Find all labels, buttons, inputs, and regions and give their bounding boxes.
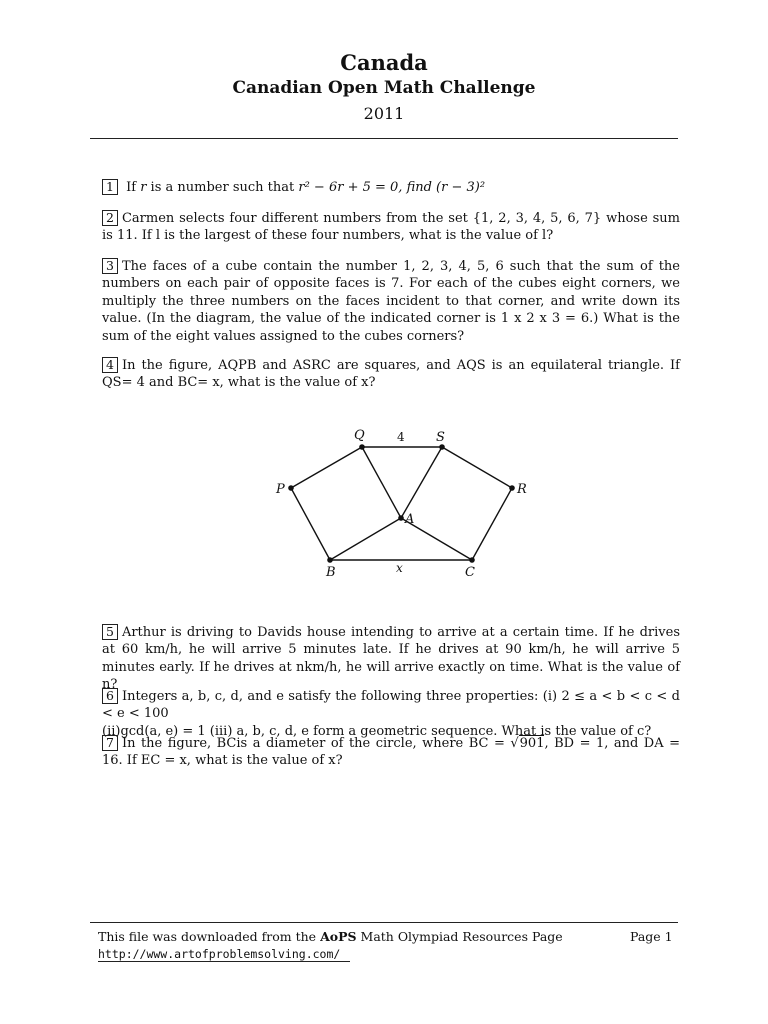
segment-qa [362,447,401,518]
problem-1 [102,179,680,196]
segment-qp [291,447,362,488]
geometry-figure [270,425,530,585]
problem-2-text: Carmen selects four different numbers from the set {1, 2, 3, 4, 5, 6, 7} whose sum is 11. If l is the largest of these four numbers, what is the value of l? [102,211,680,244]
problem-1-text-pre: If [126,180,137,195]
aops-link[interactable]: http://www.artofproblemsolving.com/ [98,947,350,962]
country-title: Canada [340,50,428,75]
problem-7-text-pre: In the figure, BCis a diameter of the circle, where BC = √ [121,736,519,751]
page-number: Page 1 [630,929,673,944]
segment-sr [442,447,512,488]
problem-6-text-a: Integers a, b, c, d, and e satisfy the following three properties: (i) 2 ≤ a < b < c < d < e < 100 [102,689,680,722]
point-q [359,444,365,450]
footer-rule [90,922,678,923]
label-b: B [326,565,336,580]
segment-rc [472,488,512,560]
problem-number: 7 [102,735,118,751]
problem-6 [102,688,680,740]
label-s: S [436,430,445,445]
problem-1-text-mid: is a number such that [150,180,295,195]
point-c [469,557,475,563]
label-x: x [396,561,403,575]
label-r: R [517,482,527,497]
problem-number: 6 [102,688,118,704]
point-p [288,485,294,491]
problem-1-equation: r² − 6r + 5 = 0, find (r − 3)² [298,180,486,195]
footer-brand: AoPS [320,929,357,944]
problem-2 [102,210,680,245]
point-b [327,557,333,563]
problem-4 [102,357,680,392]
problem-5-text: Arthur is driving to Davids house intending to arrive at a certain time. If he drives at 60 km/h, he will arrive 5 minutes late. If he drives at 90 km/h, he will arrive 5 minutes early. If he drives at nkm/h, he will arrive exactly on time. What is the value of n? [102,625,680,693]
label-a: A [405,512,415,527]
problem-number: 4 [102,357,118,373]
segment-ba [330,518,401,560]
problem-3 [102,258,680,345]
label-q: Q [354,428,365,443]
segment-pb [291,488,330,560]
problem-7-radicand: 901 [519,736,545,751]
problem-6-text-b: (ii)gcd(a, e) = 1 (iii) a, b, c, d, e form a geometric sequence. What is the value of c? [102,723,652,739]
problem-1-var: r [140,180,147,195]
problem-7 [102,735,680,770]
problem-5 [102,624,680,694]
problem-number: 1 [102,179,118,195]
footer-text-post: Math Olympiad Resources Page [360,929,563,944]
problem-4-text: In the figure, AQPB and ASRC are squares, and AQS is an equilateral triangle. If QS= 4 and BC= x, what is the value of x? [102,358,680,391]
segment-sa [401,447,442,518]
problem-number: 3 [102,258,118,274]
problem-7-text-post: , BD = 1, and DA = 16. If EC = x, what is the value of x? [102,736,680,769]
problem-3-text: The faces of a cube contain the number 1, 2, 3, 4, 5, 6 such that the sum of the numbers on each pair of opposite faces is 7. For each of the cubes eight corners, we multiply the three numbers on the faces incident to that corner, and write down its value. (In the diagram, the value of the indicated corner is 1 x 2 x 3 = 6.) What is the sum of the eight values assigned to the cubes corners? [102,259,680,344]
problem-number: 5 [102,624,118,640]
footer-text-pre: This file was downloaded from the [98,929,317,944]
problem-number: 2 [102,210,118,226]
label-p: P [276,482,285,497]
point-a [398,515,404,521]
label-length-4: 4 [397,430,405,444]
contest-title: Canadian Open Math Challenge [232,78,536,98]
header-rule [90,138,678,139]
label-c: C [465,565,475,580]
point-s [439,444,445,450]
point-r [509,485,515,491]
contest-year: 2011 [363,104,405,123]
footer-source [98,929,563,962]
